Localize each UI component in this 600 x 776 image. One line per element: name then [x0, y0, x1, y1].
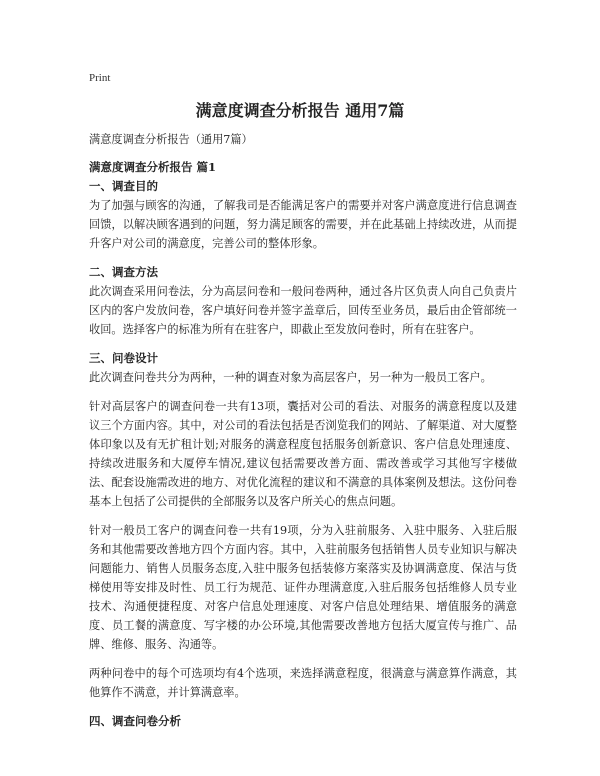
section-paragraph: 为了加强与顾客的沟通，了解我司是否能满足客户的需要并对客户满意度进行信息调查回馈，以解决顾客遇到的问题，努力满足顾客的需要，并在此基础上持续改进，从而提升客户对公司的满意度，完善公司的整体形象。 — [89, 199, 517, 250]
section-paragraph: 此次调查问卷共分为两种，一种的调查对象为高层客户，另一种为一般员工客户。 — [89, 371, 492, 384]
article-heading: 满意度调查分析报告 篇1 — [89, 160, 217, 174]
section-heading-method: 二、调查方法 — [89, 265, 158, 279]
section-paragraph: 此次调查采用问卷法，分为高层问卷和一般问卷两种，通过各片区负责人向自己负责片区内的客户发放问卷，客户填好问卷并签字盖章后，回传至业务员，最后由企管部统一收回。选择客户的标准为所有在驻客户，即截止至发放问卷时，所有在驻客户。 — [89, 285, 517, 336]
print-link[interactable]: Print — [89, 72, 111, 84]
section-heading-purpose: 一、调查目的 — [89, 179, 158, 193]
section-paragraph: 针对一般员工客户的调查问卷一共有19项，分为入驻前服务、入驻中服务、入驻后服务和其他需要改善地方四个方面内容。其中，入驻前服务包括销售人员专业知识与解决问题能力、销售人员服务态度,入驻中服务包括装修方案落实及协调满意度、保洁与货梯使用等安排及时性、员工行为规范、证件办理满意度,入驻后服务包括维修人员专业技术、沟通便捷程度、对客户信息处理速度、对客户信息处理结果、增值服务的满意度、员工餐的满意度、写字楼的办公环境,其他需要改善地方包括大厦宣传与推广、品牌、维修、服务、沟通等。 — [89, 524, 517, 651]
section-heading-design: 三、问卷设计 — [89, 351, 158, 365]
page-title: 满意度调查分析报告 通用7篇 — [195, 101, 405, 120]
section-paragraph: 针对高层客户的调查问卷一共有13项，囊括对公司的看法、对服务的满意程度以及建议三个方面内容。其中，对公司的看法包括是否浏览我们的网站、了解渠道、对大厦整体印象以及有无扩租计划;对服务的满意程度包括服务创新意识、客户信息处理速度、持续改进服务和大厦停车情况,建议包括需要改善方面、需改善或学习其他写字楼做法、配套设施需改进的地方、对优化流程的建议和不满意的具体案例及想法。这份问卷基本上包括了公司提供的全部服务以及客户所关心的焦点问题。 — [89, 400, 517, 508]
section-paragraph: 两种问卷中的每个可选项均有4个选项，来选择满意程度，很满意与满意算作满意，其他算作不满意，并计算满意率。 — [89, 667, 517, 699]
document-body — [89, 130, 517, 731]
section-heading-analysis: 四、调查问卷分析 — [89, 714, 181, 728]
document-subtitle: 满意度调查分析报告（通用7篇） — [89, 133, 253, 146]
